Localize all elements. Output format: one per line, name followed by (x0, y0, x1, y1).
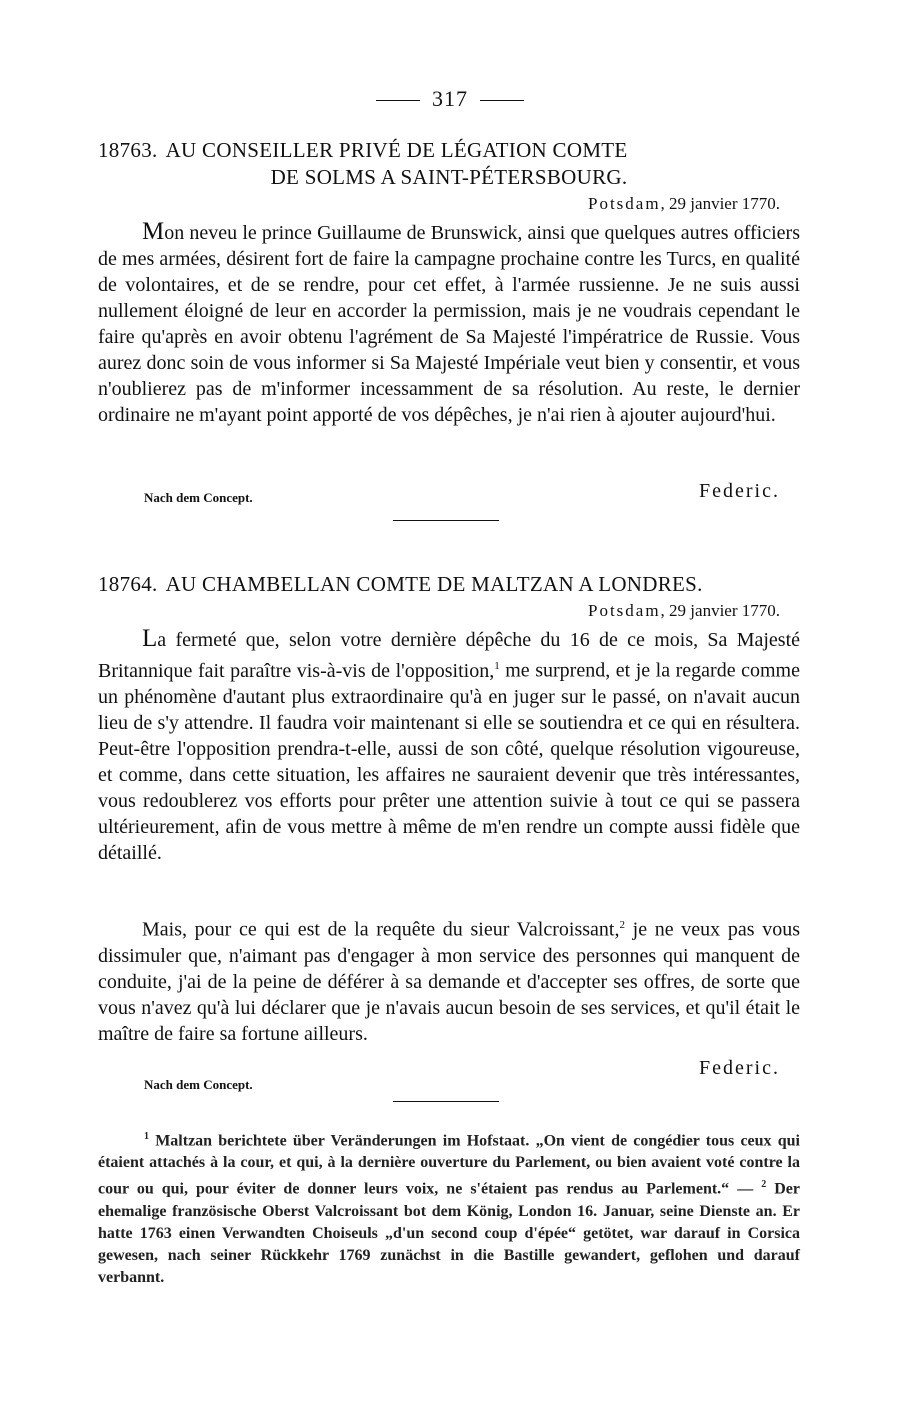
header-rule-right (480, 100, 524, 101)
letter-1-date: , 29 janvier 1770. (660, 194, 780, 213)
letter-1-number: 18763. (98, 138, 158, 162)
letter-1-place: Potsdam (587, 194, 661, 213)
letter-2-paragraph-1-text-b: me surprend, et je la regarde comme un phénomène d'autant plus extraordinaire qu'à en juger sur le passé, on n'avait aucun lieu de s'y attendre. Il faudra voir maintenant si elle se soutiendra et ce qui en résultera. Peut-être l'opposition prendra-t-elle, aussi de son côté, quelque résolution vigoureuse, et comme, dans cette situation, les affaires ne sauraient devenir que très intéressantes, vous redoublerez vos efforts pour prêter une attention suivie à tout ce qui se passera ultérieurement, afin de vous mettre à même de m'en rendre un compte aussi fidèle que détaillé. (98, 659, 800, 864)
letter-1-source-note: Nach dem Concept. (144, 490, 253, 505)
letter-2-paragraph-2-text-b: je ne veux pas vous dissimuler que, n'aimant pas d'engager à mon service des personnes qui manquent de conduite, j'ai de la peine de déférer à sa demande et d'accepter ses offres, de sorte que vous n'avez qu'à lui déclarer que je n'avais aucun besoin de ses services, et qu'il était le maître de faire sa fortune ailleurs. (98, 918, 800, 1045)
letter-1-dateline (588, 194, 780, 214)
letter-2-date: , 29 janvier 1770. (660, 601, 780, 620)
letter-1-title (98, 137, 800, 191)
footnotes (98, 1126, 800, 1289)
footnote-ref-2: 2 (619, 919, 625, 931)
letter-2-source-note: Nach dem Concept. (144, 1077, 253, 1092)
footnote-paragraph (98, 1126, 800, 1289)
letter-2-paragraph-1 (98, 626, 800, 866)
letter-2-signature: Federic. (699, 1057, 780, 1079)
letter-2-title-line1: AU CHAMBELLAN COMTE DE MALTZAN A LONDRES. (165, 572, 703, 596)
footnote-ref-1: 1 (494, 660, 500, 672)
header-rule-left (376, 100, 420, 101)
footnote-2-text: Der ehemalige französische Oberst Valcroissant bot dem König, London 16. Januar, seine Dienste an. Er hatte 1763 einen Verwandten Choiseuls „d'un second coup d'épée“ getötet, war darauf in Corsica gewesen, nach seiner Rückkehr 1769 zunächst in die Bastille gewandert, geflohen und darauf verbannt. (98, 1180, 800, 1286)
footnote-1-text: Maltzan berichtete über Veränderungen im Hofstaat. „On vient de congédier tous ceux qui étaient attachés à la cour, et qui, à la dernière ouverture du Parlement, ou bien avaient voté contre la cour ou qui, pour éviter de donner leurs voix, ne s'étaient pas rendus au Parlement.“ — (98, 1132, 800, 1198)
footnote-1-marker: 1 (144, 1131, 149, 1142)
letter-2-dateline (588, 601, 780, 621)
letter-1-title-line2: DE SOLMS A SAINT-PÉTERSBOURG. (270, 165, 628, 189)
letter-2-paragraph-2-text-a: Mais, pour ce qui est de la requête du sieur Valcroissant, (142, 918, 620, 941)
letter-1-paragraph: Mon neveu le prince Guillaume de Brunswick, ainsi que quelques autres officiers de mes armées, désirent fort de faire la campagne prochaine contre les Turcs, en qualité de volontaires, et de se rendre, pour cet effet, à l'armée russienne. Je ne suis aussi nullement éloigné de leur en accorder la permission, mais je ne voudrais cependant le faire qu'après en avoir obtenu l'agrément de Sa Majesté l'impératrice de Russie. Vous aurez donc soin de vous informer si Sa Majesté Impériale veut bien y consentir, et vous n'oublierez pas de m'informer incessamment de sa résolution. Au reste, le dernier ordinaire ne m'ayant point apporté de vos dépêches, je n'ai rien à ajouter aujourd'hui. (98, 218, 800, 426)
page-number: 317 (432, 86, 468, 111)
section-divider-1 (393, 520, 499, 521)
letter-2-paragraph-2 (98, 912, 800, 1047)
letter-1-title-line1: AU CONSEILLER PRIVÉ DE LÉGATION COMTE (165, 138, 628, 162)
letter-2-title (98, 571, 800, 598)
section-divider-2 (393, 1101, 499, 1102)
letter-2-number: 18764. (98, 572, 158, 596)
footnote-2-marker: 2 (761, 1179, 767, 1191)
letter-1-signature: Federic. (699, 480, 780, 502)
letter-2-paragraph-1-text-a: La fermeté que, selon votre dernière dépêche du 16 de ce mois, Sa Majesté Britannique fait paraître vis-à-vis de l'opposition, (98, 625, 800, 682)
letter-2-place: Potsdam (587, 601, 661, 620)
page-header (0, 86, 900, 112)
